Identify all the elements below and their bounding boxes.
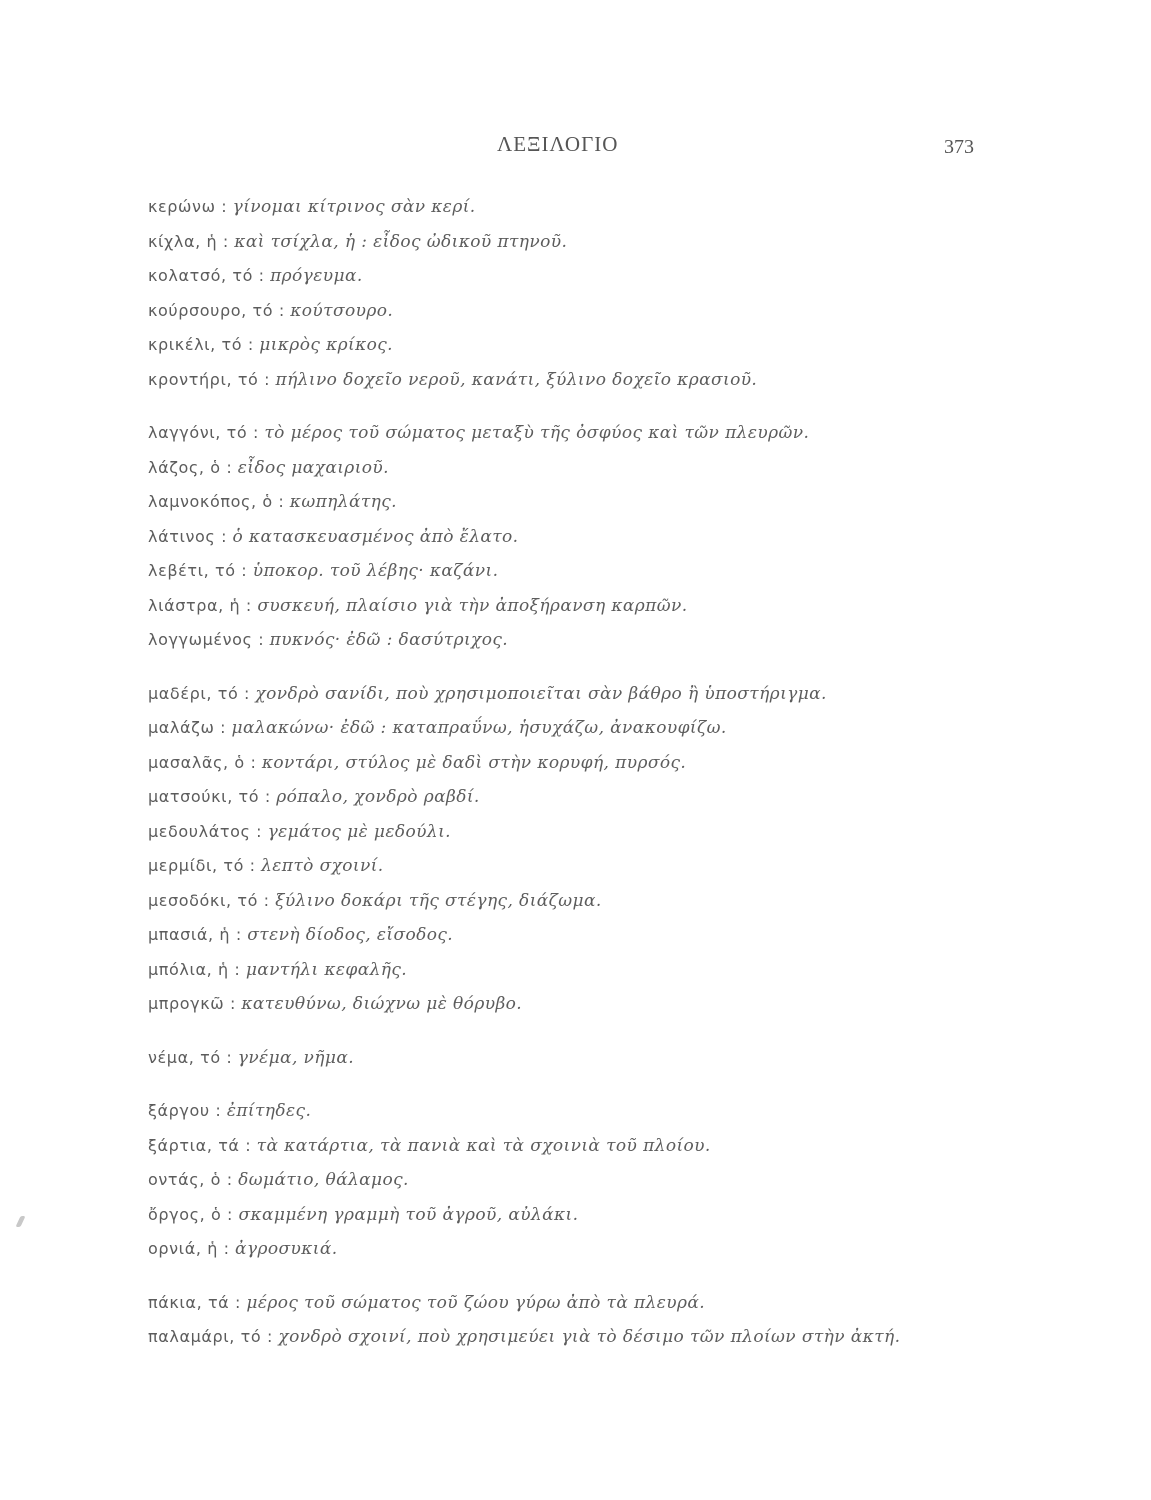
entry-lemma: ξάρτια, τά : xyxy=(148,1135,252,1155)
entry-definition: κοντάρι, στύλος μὲ δαδὶ στὴν κορυφή, πυρσός. xyxy=(261,752,687,773)
entry-lemma: κροντήρι, τό : xyxy=(148,369,271,389)
glossary-entry xyxy=(148,1094,1028,1129)
entry-lemma: λεβέτι, τό : xyxy=(148,561,248,580)
glossary-entry xyxy=(148,1041,1028,1076)
glossary-entry xyxy=(148,953,1028,988)
entry-lemma: μαδέρι, τό : xyxy=(148,683,251,703)
entry-lemma: λαγγόνι, τό : xyxy=(148,423,259,442)
entry-definition: πήλινο δοχεῖο νεροῦ, κανάτι, ξύλινο δοχεῖο κρασιοῦ. xyxy=(275,369,758,390)
entry-definition: εἶδος μαχαιριοῦ. xyxy=(237,457,389,478)
glossary-entry xyxy=(148,849,1028,884)
entry-definition: ξύλινο δοκάρι τῆς στέγης, διάζωμα. xyxy=(275,890,602,911)
entry-definition: πυκνός· ἐδῶ : δασύτριχος. xyxy=(269,630,509,650)
entry-definition: κούτσουρο. xyxy=(290,300,394,321)
entry-definition: χονδρὸ σχοινί, ποὺ χρησιμεύει γιὰ τὸ δέσιμο τῶν πλοίων στὴν ἀκτή. xyxy=(278,1327,901,1347)
glossary-entry xyxy=(148,259,1028,294)
glossary-entry xyxy=(148,987,1028,1022)
glossary-entry xyxy=(148,294,1028,329)
entry-definition: μέρος τοῦ σώματος τοῦ ζώου γύρω ἀπὸ τὰ πλευρά. xyxy=(246,1292,706,1313)
entry-definition: συσκευή, πλαίσιο γιὰ τὴν ἀποξήρανση καρπῶν. xyxy=(257,595,688,616)
entry-lemma: παλαμάρι, τό : xyxy=(148,1327,273,1346)
glossary-block-nu xyxy=(148,1041,1028,1076)
entry-definition: ρόπαλο, χονδρὸ ραβδί. xyxy=(276,787,480,807)
glossary-entry xyxy=(148,190,1028,225)
glossary-entry xyxy=(148,884,1028,919)
glossary-entry xyxy=(148,225,1028,260)
entry-lemma: ξάργου : xyxy=(148,1101,222,1120)
entry-definition: κατευθύνω, διώχνω μὲ θόρυβο. xyxy=(241,994,523,1014)
entry-definition: γεμάτος μὲ μεδούλι. xyxy=(267,821,451,842)
entry-definition: γίνομαι κίτρινος σὰν κερί. xyxy=(232,197,476,217)
entry-lemma: ορνιά, ἡ : xyxy=(148,1239,230,1258)
glossary-block-mu xyxy=(148,677,1028,1022)
entry-definition: κωπηλάτης. xyxy=(289,492,397,512)
entry-lemma: μπόλια, ἡ : xyxy=(148,959,241,979)
entry-lemma: λογγωμένος : xyxy=(148,630,265,649)
entry-definition: μαλακώνω· ἐδῶ : καταπραΰνω, ἡσυχάζω, ἀνακουφίζω. xyxy=(231,718,727,738)
glossary-block-pi xyxy=(148,1286,1028,1355)
entry-lemma: κίχλα, ἡ : xyxy=(148,231,229,251)
glossary-entry xyxy=(148,328,1028,363)
glossary-entry xyxy=(148,1198,1028,1233)
entry-lemma: λάτινος : xyxy=(148,526,228,546)
page-number: 373 xyxy=(944,136,974,158)
entry-lemma: ὄργος, ὁ : xyxy=(148,1204,234,1224)
entry-lemma: λιάστρα, ἡ : xyxy=(148,595,252,615)
glossary-entry xyxy=(148,711,1028,746)
glossary-entry xyxy=(148,520,1028,555)
entry-definition: μικρὸς κρίκος. xyxy=(259,335,393,355)
entry-definition: πρόγευμα. xyxy=(270,266,363,286)
glossary-entry xyxy=(148,416,1028,451)
entry-definition: χονδρὸ σανίδι, ποὺ χρησιμοποιεῖται σὰν βάθρο ἢ ὑποστήριγμα. xyxy=(255,683,827,704)
entry-lemma: κολατσό, τό : xyxy=(148,266,265,285)
entry-lemma: λάζος, ὁ : xyxy=(148,457,233,477)
entry-definition: λεπτὸ σχοινί. xyxy=(261,856,384,876)
running-head: ΛΕΞΙΛΟΓΙΟ xyxy=(497,132,619,156)
entry-lemma: νέμα, τό : xyxy=(148,1047,233,1067)
glossary-entry xyxy=(148,677,1028,712)
glossary-entry xyxy=(148,623,1028,658)
entry-lemma: μασαλᾶς, ὁ : xyxy=(148,752,257,772)
glossary-block-lambda xyxy=(148,416,1028,658)
entry-lemma: κερώνω : xyxy=(148,197,228,216)
glossary-block-kappa xyxy=(148,190,1028,397)
entry-definition: ὑποκορ. τοῦ λέβης· καζάνι. xyxy=(252,561,499,581)
glossary-entry xyxy=(148,1320,1028,1355)
entry-definition: καὶ τσίχλα, ἡ : εἶδος ὠδικοῦ πτηνοῦ. xyxy=(234,231,568,252)
entry-definition: σκαμμένη γραμμὴ τοῦ ἀγροῦ, αὐλάκι. xyxy=(238,1204,579,1225)
entry-lemma: μπρογκῶ : xyxy=(148,994,236,1013)
entry-definition: τὸ μέρος τοῦ σώματος μεταξὺ τῆς ὀσφύος καὶ τῶν πλευρῶν. xyxy=(264,423,810,443)
entry-definition: ἀγροσυκιά. xyxy=(235,1239,338,1259)
entry-lemma: μερμίδι, τό : xyxy=(148,856,256,875)
entry-definition: στενὴ δίοδος, εἴσοδος. xyxy=(247,925,454,945)
glossary-entry xyxy=(148,451,1028,486)
entry-definition: ὁ κατασκευασμένος ἀπὸ ἔλατο. xyxy=(232,526,519,547)
entry-lemma: μεσοδόκι, τό : xyxy=(148,890,270,910)
entry-definition: τὰ κατάρτια, τὰ πανιὰ καὶ τὰ σχοινιὰ τοῦ πλοίου. xyxy=(256,1135,711,1156)
entry-lemma: κούρσουρο, τό : xyxy=(148,300,285,320)
glossary-entry xyxy=(148,363,1028,398)
glossary-entry xyxy=(148,1232,1028,1267)
entry-lemma: μπασιά, ἡ : xyxy=(148,925,242,944)
entry-lemma: ματσούκι, τό : xyxy=(148,787,271,806)
entry-lemma: πάκια, τά : xyxy=(148,1292,241,1312)
entry-lemma: μεδουλάτος : xyxy=(148,821,263,841)
glossary-entries xyxy=(148,190,1028,1374)
glossary-entry xyxy=(148,589,1028,624)
glossary-entry xyxy=(148,918,1028,953)
entry-definition: μαντήλι κεφαλῆς. xyxy=(245,959,408,980)
glossary-entry xyxy=(148,746,1028,781)
entry-lemma: κρικέλι, τό : xyxy=(148,335,254,354)
entry-definition: γνέμα, νῆμα. xyxy=(237,1047,355,1068)
entry-lemma: μαλάζω : xyxy=(148,718,227,737)
glossary-block-xi-omicron xyxy=(148,1094,1028,1267)
entry-lemma: οντάς, ὁ : xyxy=(148,1170,233,1189)
glossary-entry xyxy=(148,485,1028,520)
stray-ink-mark xyxy=(15,1216,25,1227)
glossary-entry xyxy=(148,554,1028,589)
glossary-entry xyxy=(148,1286,1028,1321)
glossary-entry xyxy=(148,780,1028,815)
entry-definition: ἐπίτηδες. xyxy=(226,1101,312,1121)
glossary-entry xyxy=(148,1163,1028,1198)
glossary-entry xyxy=(148,815,1028,850)
page-header xyxy=(0,132,1151,162)
entry-definition: δωμάτιο, θάλαμος. xyxy=(238,1170,409,1190)
entry-lemma: λαμνοκόπος, ὁ : xyxy=(148,492,285,511)
glossary-entry xyxy=(148,1129,1028,1164)
